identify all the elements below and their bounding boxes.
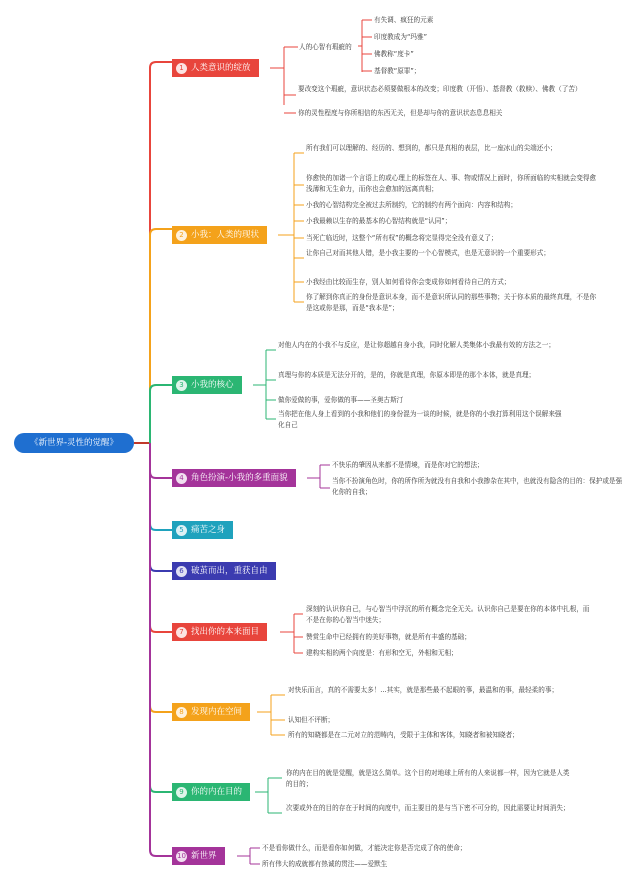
leaf-text: 小我最赖以生存的最基本的心智结构就是“认同”； xyxy=(306,217,452,225)
topic-number-badge: 1 xyxy=(176,63,187,74)
topic-10-node[interactable] xyxy=(172,847,225,865)
topic-label: 找出你的本来面目 xyxy=(191,627,260,637)
topic-number-badge: 10 xyxy=(177,851,186,860)
leaf-text: 不是看你做什么，而是看你如何做，才能决定你是否完成了你的使命； xyxy=(262,844,467,852)
leaf-text: 不快乐的肇因从来都不是情境，而是你对它的想法； xyxy=(332,461,484,469)
topic-number-badge: 8 xyxy=(176,707,187,718)
leaf-text: 小我的心智结构完全被过去所制约，它的制约有两个面向：内容和结构； xyxy=(306,201,517,209)
leaf-text: 印度教成为“玛雅” xyxy=(374,33,427,41)
topic-9-node[interactable] xyxy=(172,783,250,801)
leaf-text: 当死亡临近时，这整个“所有权”的概念将完显得完全没有意义了； xyxy=(306,234,498,242)
topic-6-node[interactable] xyxy=(172,562,276,580)
topic-7-node[interactable] xyxy=(172,623,267,641)
leaf-text: 当你不扮演角色时，你的所作所为就没有自我和小我掺杂在其中，也就没有隐含的目的：保护或是强化你的自我； xyxy=(332,477,623,496)
topic-label: 发现内在空间 xyxy=(191,707,243,717)
leaf-text: 小我经由比较而生存，别人如何看待你会变成你如何看待自己的方式； xyxy=(306,278,511,286)
topic-number-badge: 3 xyxy=(176,380,187,391)
topic-8-node[interactable] xyxy=(172,703,250,721)
topic-2-node[interactable] xyxy=(172,226,267,244)
topic-number-badge: 2 xyxy=(176,230,187,241)
leaf-text: 对快乐而言，真的不需要太多！...其实，就是那些最不起眼的事，最温和的事，最轻柔的事； xyxy=(288,686,559,694)
leaf-text: 基督教“原罪”； xyxy=(374,67,421,75)
leaf-text: 深刻的认识你自己，与心智当中浮沉的所有概念完全无关。认识你自己是要在你的本体中扎根，而不是在你的心智当中迷失； xyxy=(306,605,590,624)
topic-1-node[interactable] xyxy=(172,59,259,77)
topic-label: 小我：人类的现状 xyxy=(191,230,260,240)
leaf-text: 要改变这个瑕疵，意识状态必须要做根本的改变；印度教（开悟）、基督教（救赎）、佛教（了苦） xyxy=(298,85,582,93)
topic-number-badge: 9 xyxy=(176,787,187,798)
topic-label: 破茧而出，重获自由 xyxy=(191,566,268,576)
leaf-text: 你的灵性程度与你所相信的东西无关，但是却与你的意识状态息息相关 xyxy=(298,109,503,117)
topic-number-badge: 7 xyxy=(176,627,187,638)
leaf-text: 所有我们可以理解的、经历的、想到的，都只是真相的表层，比一座冰山的尖端还小； xyxy=(306,144,557,152)
topic-3-node[interactable] xyxy=(172,376,242,394)
topic-label: 新世界 xyxy=(191,851,217,861)
leaf-text: 有失调、疯狂的元素 xyxy=(374,16,434,24)
topic-5-node[interactable] xyxy=(172,521,233,539)
topic-number-badge: 4 xyxy=(176,473,187,484)
topic-label: 你的内在目的 xyxy=(191,787,243,797)
leaf-text: 你愈快的加诸一个言语上的或心理上的标签在人、事、物或情况上面时，你所面临的实相就会变得愈浅薄和无生命力，而你也会愈加的远离真相； xyxy=(306,174,597,193)
topic-number-badge: 5 xyxy=(176,525,187,536)
topic-4-node[interactable] xyxy=(172,469,296,487)
leaf-text: 你了解到你真正的身份是意识本身，而不是意识所认同的那些事物；关于你本质的最终真理，不是你是这或你是那，而是“我本是”； xyxy=(306,293,597,312)
leaf-text: 佛教称“度卡” xyxy=(374,50,414,58)
leaf-text: 你的内在目的就是觉醒，就是这么简单。这个目的对地球上所有的人来说都一样，因为它就是人类的目的； xyxy=(286,769,570,788)
leaf-text: 所有的知晓都是在二元对立的范畴内，受限于主体和客体，知晓者和被知晓者； xyxy=(288,731,519,739)
leaf-text: 真理与你的本质是无法分开的，是的，你就是真理，你原本即是的那个本体，就是真理； xyxy=(278,371,536,379)
subtopic-label: 人的心智有瑕疵的 xyxy=(299,43,352,51)
leaf-text: 做你爱做的事，爱你做的事——圣奥古斯汀 xyxy=(278,396,404,404)
topic-label: 小我的核心 xyxy=(191,380,234,390)
leaf-text: 赞赏生命中已经拥有的美好事物，就是所有丰盛的基础； xyxy=(306,633,471,641)
leaf-text: 让你自己对而其他人错，是小我主要的一个心智模式，也是无意识的一个重要形式； xyxy=(306,249,550,257)
topic-number-badge: 6 xyxy=(176,566,187,577)
root-node[interactable]: 《新世界-灵性的觉醒》 xyxy=(14,433,134,453)
leaf-text: 建构实相的两个向度是：有形和空无，外相和无相； xyxy=(306,649,458,657)
topic-label: 角色扮演-小我的多重面貌 xyxy=(191,473,288,483)
leaf-text: 对他人内在的小我不与反应，是让你超越自身小我，同时化解人类集体小我最有效的方法之一； xyxy=(278,341,555,349)
leaf-text: 次要或外在的目的存在于时间的向度中，而主要目的是与当下密不可分的，因此需要让时间消失； xyxy=(286,804,570,812)
leaf-text: 当你把在他人身上看到的小我和他们的身份混为一谈的时候，就是你的小我打算利用这个误解来强化自己 xyxy=(278,410,562,429)
leaf-text: 认知但不评断； xyxy=(288,716,335,724)
leaf-text: 所有伟大的成就都有热诚的贯注——爱默生 xyxy=(262,860,388,868)
topic-label: 痛苦之身 xyxy=(191,525,226,535)
topic-label: 人类意识的绽放 xyxy=(191,63,251,73)
